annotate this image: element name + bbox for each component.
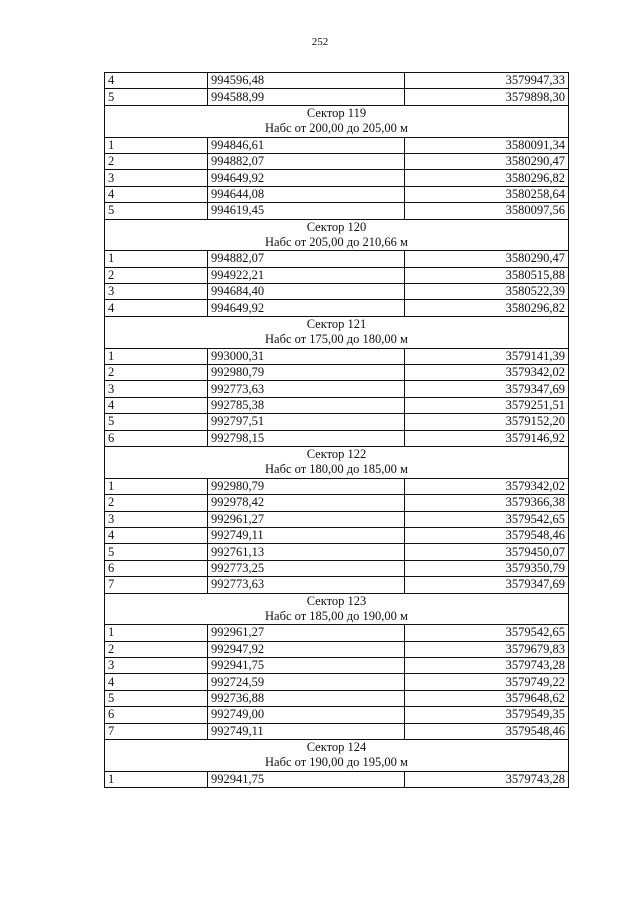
sector-header-row: [105, 446, 569, 478]
point-number-cell: 3: [105, 284, 208, 300]
table-row: [105, 544, 569, 560]
y-coordinate-cell: 3579366,38: [405, 495, 569, 511]
y-coordinate-cell: 3579947,33: [405, 73, 569, 89]
x-coordinate-cell: 992785,38: [208, 397, 405, 413]
point-number-cell: 3: [105, 170, 208, 186]
x-coordinate-cell: 994922,21: [208, 267, 405, 283]
point-number-cell: 3: [105, 381, 208, 397]
table-row: [105, 414, 569, 430]
sector-elevation-range: Набс от 185,00 до 190,00 м: [265, 608, 408, 623]
y-coordinate-cell: 3580515,88: [405, 267, 569, 283]
y-coordinate-cell: 3580290,47: [405, 153, 569, 169]
x-coordinate-cell: 992941,75: [208, 771, 405, 787]
x-coordinate-cell: 994619,45: [208, 203, 405, 219]
table-row: [105, 267, 569, 283]
point-number-cell: 5: [105, 203, 208, 219]
y-coordinate-cell: 3579347,69: [405, 577, 569, 593]
table-row: [105, 153, 569, 169]
table-row: [105, 495, 569, 511]
sector-elevation-range: Набс от 200,00 до 205,00 м: [265, 121, 408, 136]
x-coordinate-cell: 994649,92: [208, 300, 405, 316]
sector-header-cell: [105, 105, 569, 137]
y-coordinate-cell: 3579152,20: [405, 414, 569, 430]
x-coordinate-cell: 992798,15: [208, 430, 405, 446]
y-coordinate-cell: 3580258,64: [405, 186, 569, 202]
point-number-cell: 4: [105, 300, 208, 316]
y-coordinate-cell: 3580091,34: [405, 137, 569, 153]
table-row: [105, 251, 569, 267]
table-row: [105, 170, 569, 186]
point-number-cell: 1: [105, 478, 208, 494]
table-row: [105, 478, 569, 494]
point-number-cell: 4: [105, 186, 208, 202]
sector-header-cell: [105, 316, 569, 348]
table-row: [105, 137, 569, 153]
x-coordinate-cell: 992773,63: [208, 381, 405, 397]
table-row: [105, 690, 569, 706]
point-number-cell: 1: [105, 348, 208, 364]
point-number-cell: 4: [105, 397, 208, 413]
point-number-cell: 2: [105, 495, 208, 511]
sector-elevation-range: Набс от 190,00 до 195,00 м: [265, 755, 408, 770]
point-number-cell: 2: [105, 153, 208, 169]
table-row: [105, 723, 569, 739]
x-coordinate-cell: 994649,92: [208, 170, 405, 186]
table-row: [105, 625, 569, 641]
sector-header-cell: [105, 446, 569, 478]
sector-title: Сектор 123: [306, 593, 367, 608]
y-coordinate-cell: 3579548,46: [405, 723, 569, 739]
table-row: [105, 771, 569, 787]
sector-header-row: [105, 105, 569, 137]
table-row: [105, 560, 569, 576]
table-row: [105, 397, 569, 413]
x-coordinate-cell: 992961,27: [208, 625, 405, 641]
table-row: [105, 658, 569, 674]
coordinates-table: [104, 72, 569, 788]
x-coordinate-cell: 992749,00: [208, 707, 405, 723]
sector-elevation-range: Набс от 205,00 до 210,66 м: [265, 234, 408, 249]
table-row: [105, 577, 569, 593]
sector-title: Сектор 120: [306, 219, 367, 234]
point-number-cell: 4: [105, 527, 208, 543]
y-coordinate-cell: 3579679,83: [405, 641, 569, 657]
point-number-cell: 5: [105, 544, 208, 560]
table-row: [105, 203, 569, 219]
table-row: [105, 365, 569, 381]
table-row: [105, 381, 569, 397]
point-number-cell: 5: [105, 414, 208, 430]
x-coordinate-cell: 992736,88: [208, 690, 405, 706]
point-number-cell: 6: [105, 560, 208, 576]
table-row: [105, 300, 569, 316]
sector-header-cell: [105, 593, 569, 625]
y-coordinate-cell: 3579342,02: [405, 365, 569, 381]
y-coordinate-cell: 3579146,92: [405, 430, 569, 446]
sector-header-row: [105, 316, 569, 348]
x-coordinate-cell: 992978,42: [208, 495, 405, 511]
point-number-cell: 4: [105, 674, 208, 690]
x-coordinate-cell: 992724,59: [208, 674, 405, 690]
point-number-cell: 3: [105, 511, 208, 527]
x-coordinate-cell: 992749,11: [208, 527, 405, 543]
x-coordinate-cell: 994846,61: [208, 137, 405, 153]
point-number-cell: 6: [105, 430, 208, 446]
sector-title: Сектор 124: [306, 740, 367, 755]
sector-title: Сектор 119: [306, 105, 367, 120]
sector-header-row: [105, 219, 569, 251]
table-row: [105, 348, 569, 364]
x-coordinate-cell: 992749,11: [208, 723, 405, 739]
point-number-cell: 5: [105, 690, 208, 706]
y-coordinate-cell: 3579347,69: [405, 381, 569, 397]
table-row: [105, 73, 569, 89]
point-number-cell: 1: [105, 137, 208, 153]
y-coordinate-cell: 3579542,65: [405, 511, 569, 527]
x-coordinate-cell: 992773,25: [208, 560, 405, 576]
table-row: [105, 186, 569, 202]
sector-header-row: [105, 740, 569, 772]
y-coordinate-cell: 3579549,35: [405, 707, 569, 723]
x-coordinate-cell: 992941,75: [208, 658, 405, 674]
table-row: [105, 674, 569, 690]
x-coordinate-cell: 994588,99: [208, 89, 405, 105]
coordinates-table-body: [105, 73, 569, 788]
y-coordinate-cell: 3579743,28: [405, 771, 569, 787]
y-coordinate-cell: 3579743,28: [405, 658, 569, 674]
x-coordinate-cell: 994882,07: [208, 153, 405, 169]
point-number-cell: 1: [105, 625, 208, 641]
point-number-cell: 7: [105, 577, 208, 593]
x-coordinate-cell: 994596,48: [208, 73, 405, 89]
point-number-cell: 2: [105, 641, 208, 657]
point-number-cell: 2: [105, 267, 208, 283]
x-coordinate-cell: 992961,27: [208, 511, 405, 527]
table-row: [105, 89, 569, 105]
table-row: [105, 511, 569, 527]
sector-header-cell: [105, 219, 569, 251]
x-coordinate-cell: 994684,40: [208, 284, 405, 300]
y-coordinate-cell: 3579648,62: [405, 690, 569, 706]
x-coordinate-cell: 992761,13: [208, 544, 405, 560]
y-coordinate-cell: 3580296,82: [405, 300, 569, 316]
sector-elevation-range: Набс от 180,00 до 185,00 м: [265, 462, 408, 477]
y-coordinate-cell: 3580296,82: [405, 170, 569, 186]
y-coordinate-cell: 3580290,47: [405, 251, 569, 267]
sector-header-row: [105, 593, 569, 625]
x-coordinate-cell: 994644,08: [208, 186, 405, 202]
y-coordinate-cell: 3579450,07: [405, 544, 569, 560]
point-number-cell: 2: [105, 365, 208, 381]
point-number-cell: 4: [105, 73, 208, 89]
y-coordinate-cell: 3580522,39: [405, 284, 569, 300]
x-coordinate-cell: 992980,79: [208, 365, 405, 381]
point-number-cell: 1: [105, 771, 208, 787]
table-row: [105, 284, 569, 300]
table-row: [105, 430, 569, 446]
y-coordinate-cell: 3579542,65: [405, 625, 569, 641]
x-coordinate-cell: 993000,31: [208, 348, 405, 364]
x-coordinate-cell: 992797,51: [208, 414, 405, 430]
x-coordinate-cell: 992947,92: [208, 641, 405, 657]
x-coordinate-cell: 994882,07: [208, 251, 405, 267]
point-number-cell: 5: [105, 89, 208, 105]
page-number: 252: [311, 36, 329, 48]
point-number-cell: 7: [105, 723, 208, 739]
x-coordinate-cell: 992773,63: [208, 577, 405, 593]
y-coordinate-cell: 3579548,46: [405, 527, 569, 543]
sector-elevation-range: Набс от 175,00 до 180,00 м: [265, 332, 408, 347]
point-number-cell: 3: [105, 658, 208, 674]
sector-header-cell: [105, 740, 569, 772]
y-coordinate-cell: 3580097,56: [405, 203, 569, 219]
y-coordinate-cell: 3579251,51: [405, 397, 569, 413]
x-coordinate-cell: 992980,79: [208, 478, 405, 494]
point-number-cell: 6: [105, 707, 208, 723]
y-coordinate-cell: 3579749,22: [405, 674, 569, 690]
y-coordinate-cell: 3579342,02: [405, 478, 569, 494]
table-row: [105, 527, 569, 543]
sector-title: Сектор 122: [306, 446, 367, 461]
point-number-cell: 1: [105, 251, 208, 267]
y-coordinate-cell: 3579898,30: [405, 89, 569, 105]
sector-title: Сектор 121: [306, 316, 367, 331]
table-row: [105, 707, 569, 723]
table-row: [105, 641, 569, 657]
y-coordinate-cell: 3579141,39: [405, 348, 569, 364]
y-coordinate-cell: 3579350,79: [405, 560, 569, 576]
